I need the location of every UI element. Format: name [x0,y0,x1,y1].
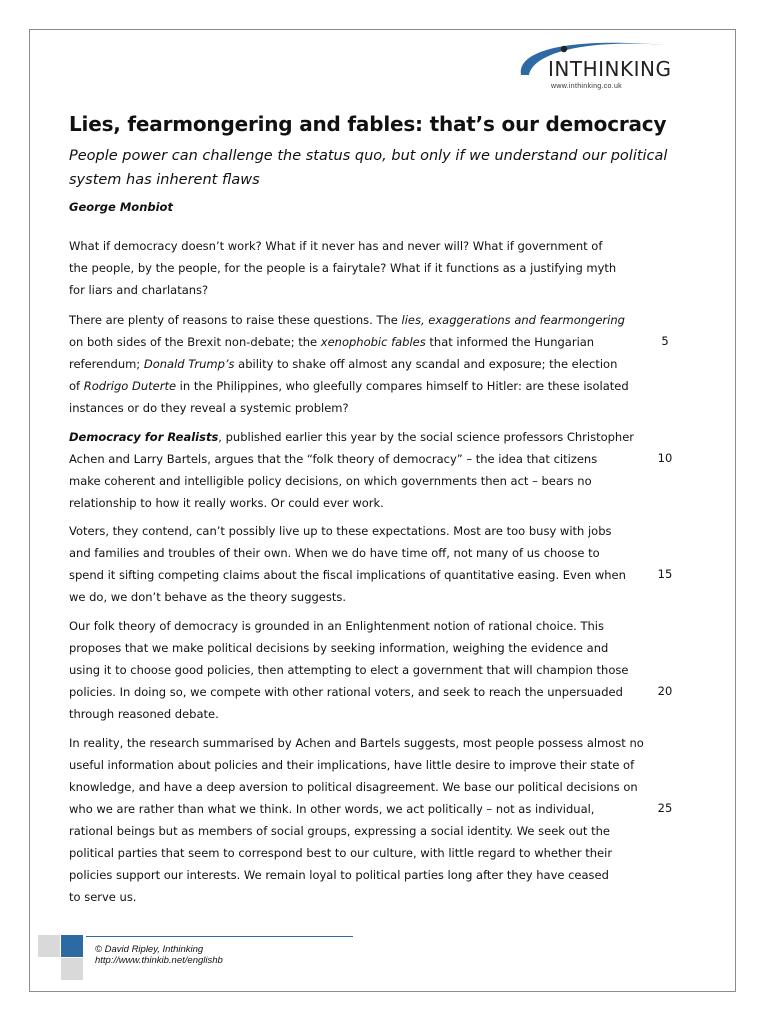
text-line: the people, by the people, for the people is a fairytale? What if it functions as a justifying myth [69,261,617,275]
text-line: Voters, they contend, can’t possibly live up to these expectations. Most are too busy with jobs [69,524,612,538]
text-line: policies. In doing so, we compete with other rational voters, and seek to reach the unpersuaded [69,685,623,699]
text-line: and families and troubles of their own. When we do have time off, not many of us choose to [69,546,600,560]
text-line: policies support our interests. We remain loyal to political parties long after they have ceased [69,868,609,882]
text-line: of Rodrigo Duterte in the Philippines, who gleefully compares himself to Hitler: are these isolated [69,379,629,393]
text-line: we do, we don’t behave as the theory suggests. [69,590,347,604]
text-line: What if democracy doesn’t work? What if it never has and never will? What if government of [69,239,603,253]
text-line: to serve us. [69,890,137,904]
logo-url: www.inthinking.co.uk [551,83,622,90]
text-line: There are plenty of reasons to raise these questions. The lies, exaggerations and fearmongering [69,313,625,327]
article-subtitle [69,144,689,192]
text-line: relationship to how it really works. Or could ever work. [69,496,384,510]
text-line: Achen and Larry Bartels, argues that the “folk theory of democracy” – the idea that citizens [69,452,598,466]
text-line: referendum; Donald Trump’s ability to shake off almost any scandal and exposure; the election [69,357,618,371]
text-line: political parties that seem to correspond best to our culture, with little regard to whether their [69,846,613,860]
text-line: on both sides of the Brexit non-debate; the xenophobic fables that informed the Hungarian [69,335,595,349]
text-line: useful information about policies and their implications, have little desire to improve their state of [69,758,635,772]
author-name: George Monbiot [69,200,173,214]
line-number: 15 [657,567,673,581]
text-line: spend it sifting competing claims about the fiscal implications of quantitative easing. Even when [69,568,626,582]
text-line: Our folk theory of democracy is grounded in an Enlightenment notion of rational choice. This [69,619,604,633]
line-number: 20 [657,684,673,698]
text-line: through reasoned debate. [69,707,219,721]
text-line: knowledge, and have a deep aversion to political disagreement. We base our political decisions on [69,780,638,794]
line-number: 25 [657,801,673,815]
text-line: proposes that we make political decisions by seeking information, weighing the evidence and [69,641,609,655]
footer-url-link[interactable]: http://www.thinkib.net/englishb [95,955,223,966]
text-line: who we are rather than what we think. In other words, we act politically – not as individual, [69,802,595,816]
paragraph-4 [69,520,649,608]
text-line: for liars and charlatans? [69,283,209,297]
text-line: using it to choose good policies, then attempting to elect a government that will champion those [69,663,629,677]
text-line: instances or do they reveal a systemic problem? [69,401,349,415]
paragraph-1 [69,235,649,301]
footer-square-blue [61,935,83,957]
line-number: 10 [657,451,673,465]
text-line: make coherent and intelligible policy decisions, on which governments then act – bears no [69,474,592,488]
text-line: In reality, the research summarised by Achen and Bartels suggests, most people possess almost no [69,736,644,750]
paragraph-3 [69,426,649,514]
line-number: 5 [661,334,669,348]
paragraph-2 [69,309,649,419]
paragraph-5 [69,615,649,725]
text-line: rational beings but as members of social groups, expressing a social identity. We seek out the [69,824,610,838]
footer-square-grey [38,935,60,957]
inthinking-logo[interactable] [515,35,675,97]
article-title: Lies, fearmongering and fables: that’s our democracy [69,112,667,136]
footer-divider [86,936,353,937]
copyright-text: © David Ripley, Inthinking [95,944,204,955]
footer-square-grey [61,958,83,980]
logo-wordmark: INTHINKING [548,57,672,81]
subtitle-line: system has inherent flaws [69,172,260,188]
footer-credit [95,944,223,966]
paragraph-6 [69,732,649,908]
text-line: Democracy for Realists, published earlier this year by the social science professors Christopher [69,430,635,444]
subtitle-line: People power can challenge the status quo, but only if we understand our political [69,148,668,164]
